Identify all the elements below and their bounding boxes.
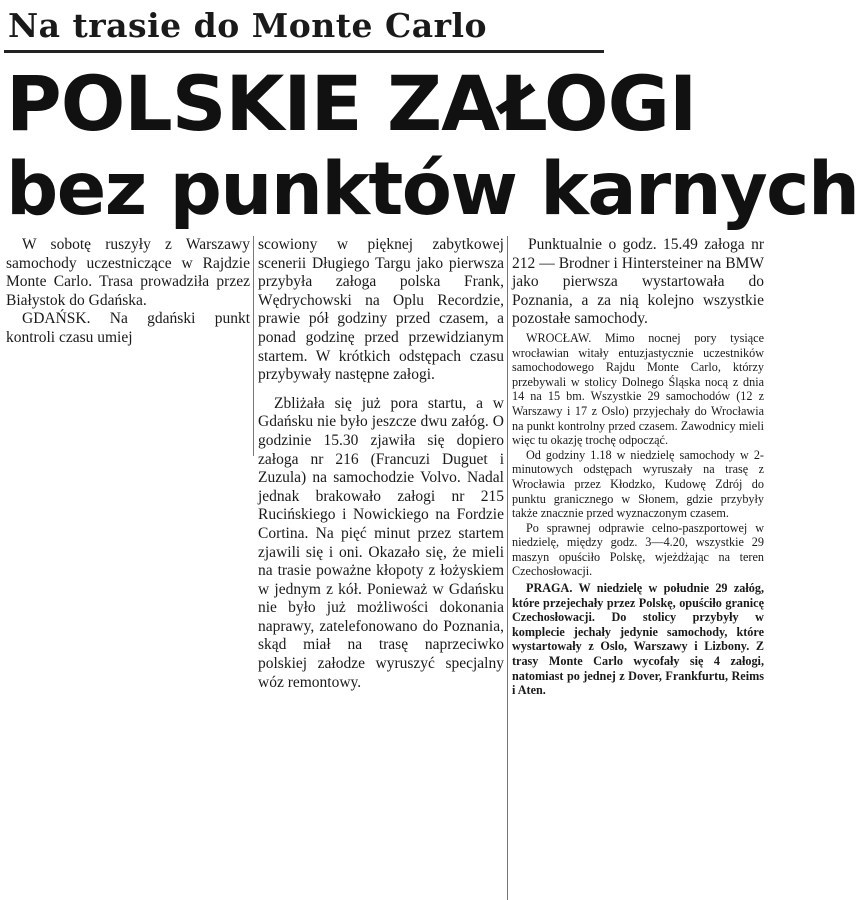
- paragraph: Zbliżała się już pora startu, a w Gdańsku nie było jeszcze dwu załóg. O godzinie 15.30 zjawiła się dopiero załoga nr 216 (Francuzi Duguet i Zuzula) na samochodzie Volvo. Nadal jednak brakowało załogi nr 215 Rucińskiego i Nowickiego na Fordzie Cortina. Na pięć minut przez startem zjawili się i oni. Okazało się, że mieli na trasie poważne kłopoty z łożyskiem w jednym z kół. Ponieważ w Gdańsku nie było już możliwości dokonania naprawy, zatelefonowano do Poznania, skąd miał na trasę naprzeciwko polskiej załodze wyruszyć specjalny wóz remontowy.: [258, 394, 504, 691]
- headline-line-2: bez punktów karnych: [6, 147, 858, 232]
- headline-line-1: POLSKIE ZAŁOGI: [6, 59, 697, 148]
- article-kicker: Na trasie do Monte Carlo: [8, 6, 488, 45]
- paragraph: GDAŃSK. Na gdański punkt kontroli czasu umiej: [6, 310, 250, 346]
- column-1: [6, 236, 250, 348]
- report-border: Po sprawnej odprawie celno-paszportowej w niedzielę, między godz. 3—4.20, wszystkie 29 maszyn opuściło Polskę, wjeżdżając na teren Czechosłowacji.: [512, 520, 764, 579]
- column-2: [258, 236, 504, 692]
- kicker-underline: [4, 50, 604, 53]
- column-divider: [253, 236, 254, 456]
- column-3: [512, 236, 764, 698]
- report-wroclaw: WROCŁAW. Mimo nocnej pory tysiące wrocławian witały entuzjastycznie uczestników samochodowego Rajdu Monte Carlo, którzy przebywali w stolicy Dolnego Śląska nocą z dnia 14 na 15 bm. Wszystkie 29 samochodów (12 z Warszawy i 17 z Oslo) przyjechały do Wrocławia na punkt kontrolny przed czasem. Zawodnicy mieli więc tu okazję trochę odpocząć.: [512, 330, 764, 448]
- paragraph: Punktualnie o godz. 15.49 załoga nr 212 — Brodner i Hintersteiner na BMW jako pierwsza wystartowała do Poznania, a za nią kolejno wszystkie pozostałe samochody.: [512, 236, 764, 328]
- paragraph: W sobotę ruszyły z Warszawy samochody uczestniczące w Rajdzie Monte Carlo. Trasa prowadziła przez Białystok do Gdańska.: [6, 236, 250, 309]
- column-divider: [507, 236, 508, 900]
- report-praga: PRAGA. W niedzielę w południe 29 załóg, które przejechały przez Polskę, opuściło granicę Czechosłowacji. Do stolicy przybyły w komplecie jechały jedynie samochody, które wystartowały z Oslo, Warszawy i Lizbony. Z trasy Monte Carlo wycofały się 4 załogi, natomiast po jednej z Dover, Frankfurtu, Reims i Aten.: [512, 581, 764, 698]
- blank-area: [0, 460, 250, 900]
- report-departure: Od godziny 1.18 w niedzielę samochody w 2-minutowych odstępach wyruszały na trasę z Wrocławia przez Kłodzko, Kudowę Zdrój do punktu granicznego w Słonem, gdzie przybyły także znacznie przed wyznaczonym czasem.: [512, 447, 764, 521]
- paragraph: scowiony w pięknej zabytkowej scenerii Długiego Targu jako pierwsza przybyła załoga polska Frank, Wędrychowski na Oplu Recordzie, prawie pół godziny przed czasem, a ponad godzinę przed przewidzianym startem. W krótkich odstępach czasu przybywały następne załogi.: [258, 236, 504, 384]
